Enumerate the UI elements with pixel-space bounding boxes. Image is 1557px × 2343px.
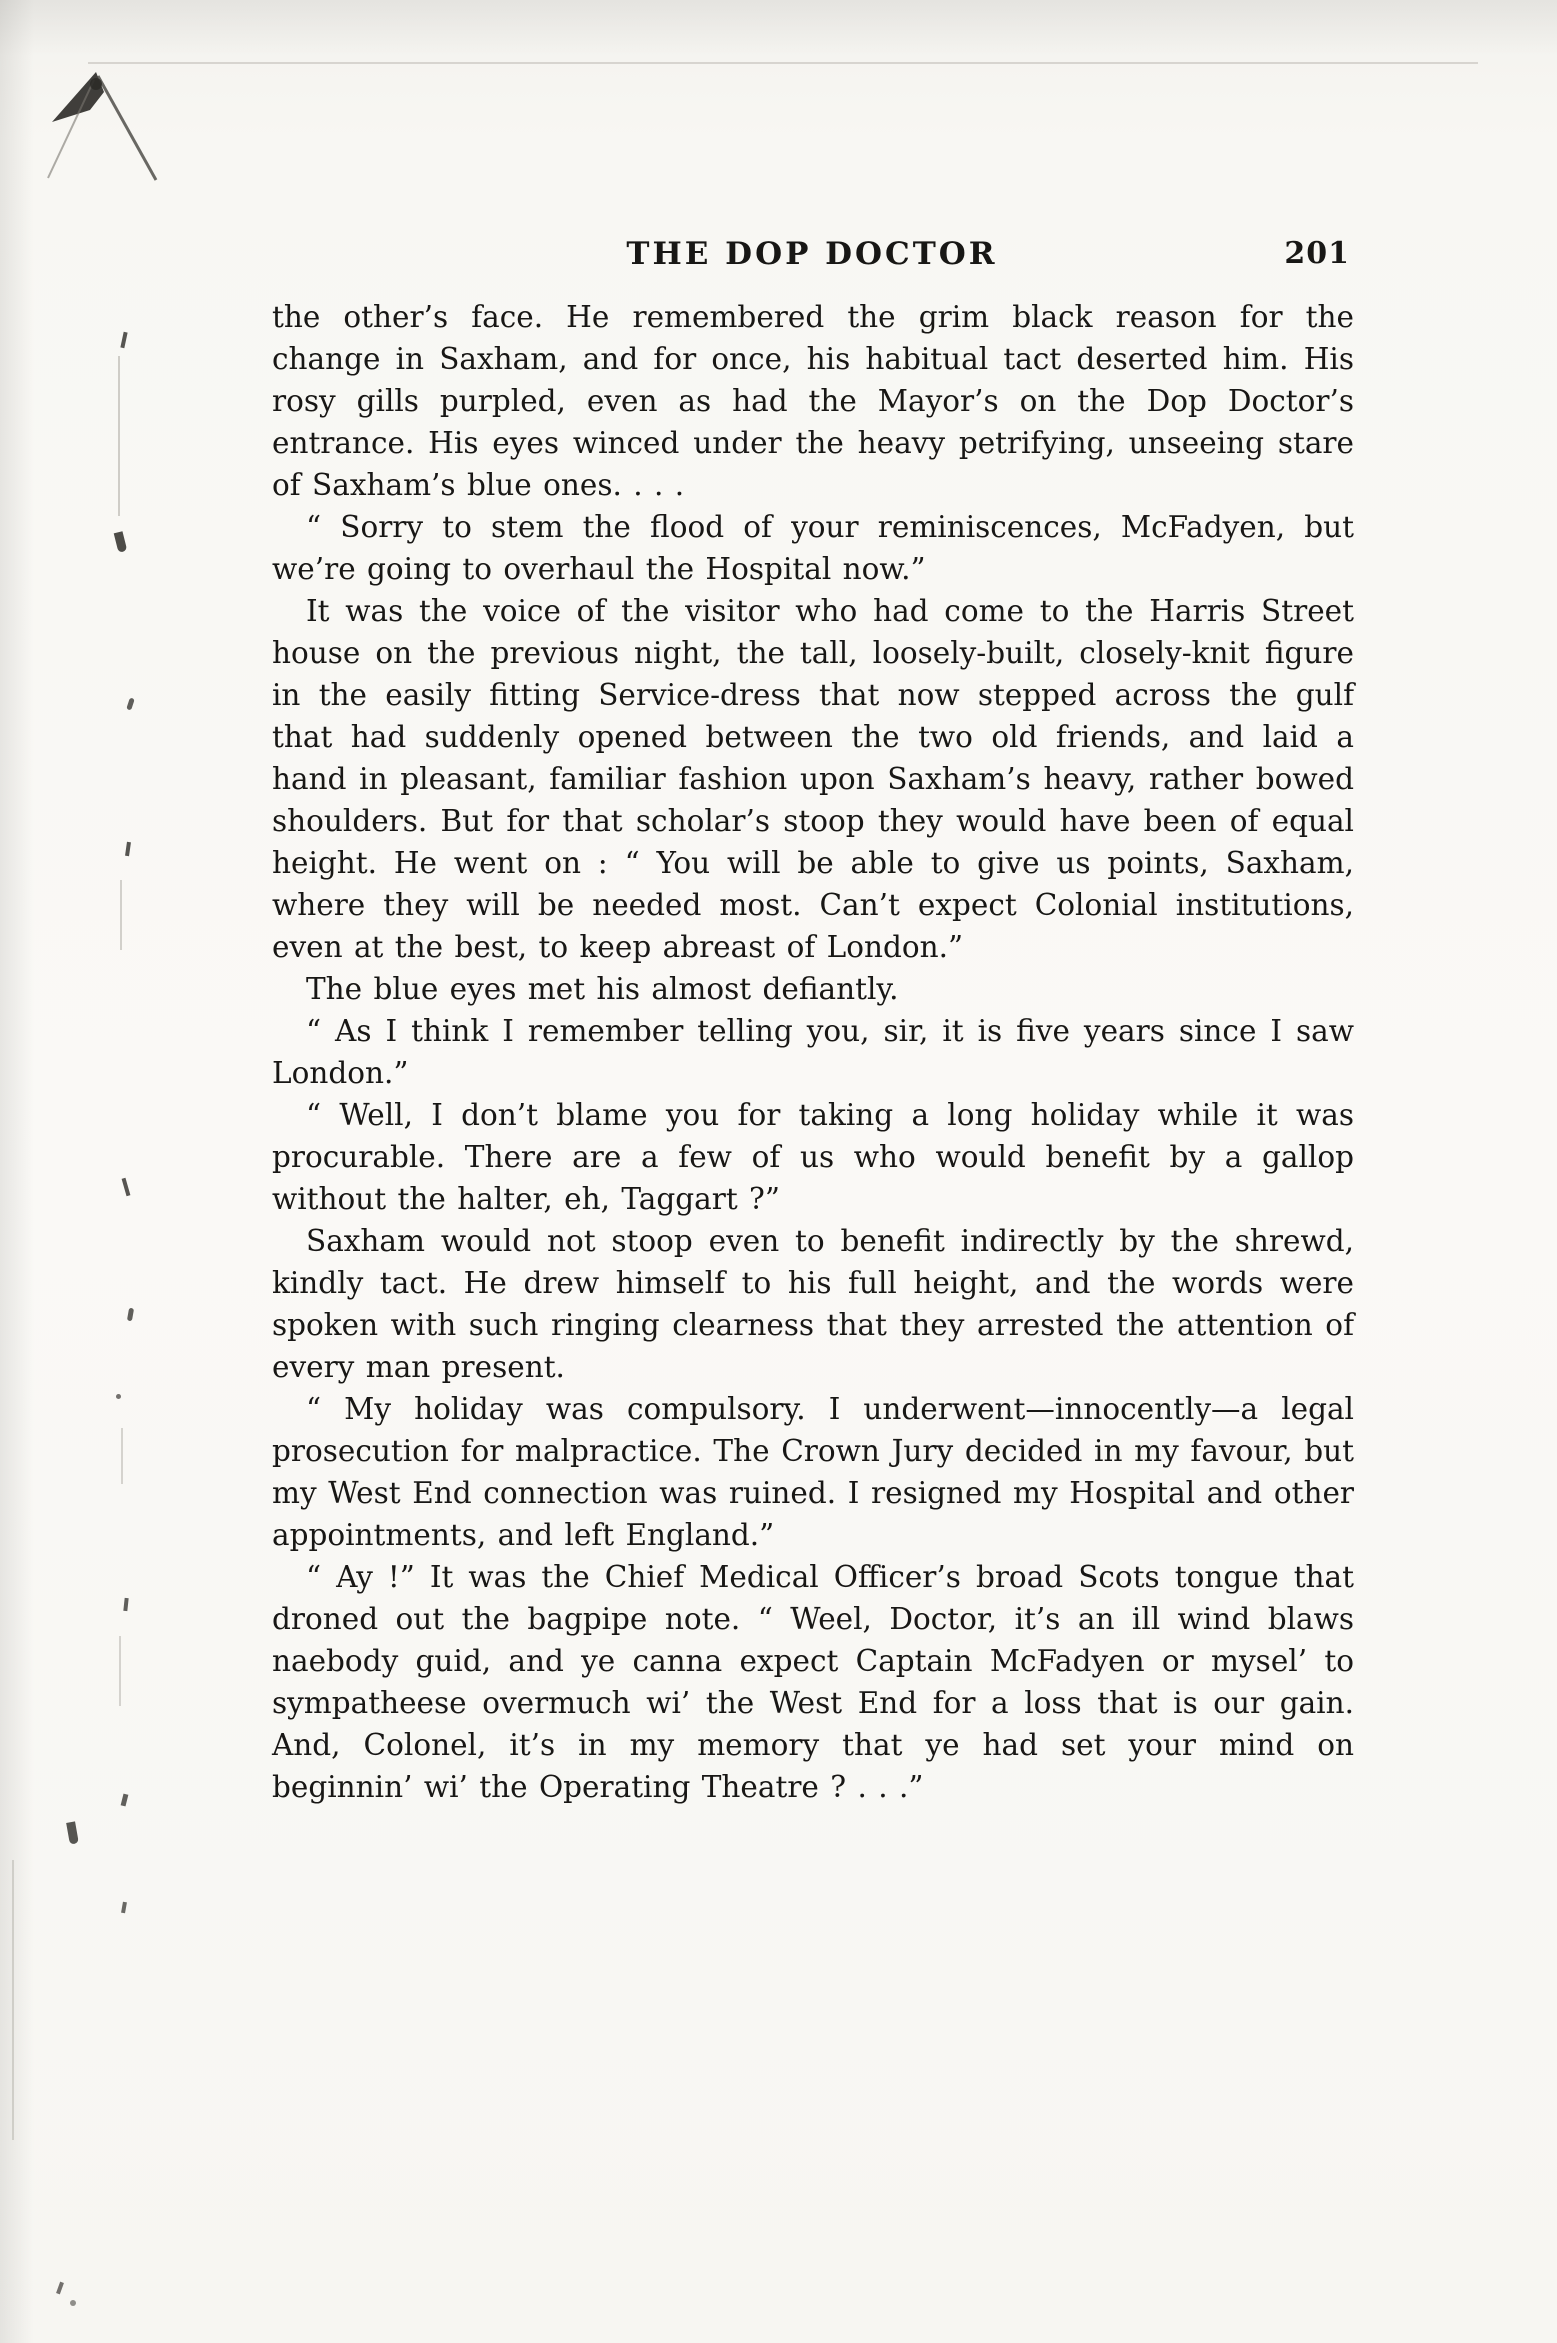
- paragraph-5: “ As I think I remember telling you, sir, it is five years since I saw London.”: [272, 1014, 1354, 1090]
- paragraph-6: “ Well, I don’t blame you for taking a long holiday while it was procurable. There are a few of us who would benefit by a gallop without the halter, eh, Taggart ?”: [272, 1098, 1354, 1216]
- paragraph-7: Saxham would not stoop even to benefit indirectly by the shrewd, kindly tact. He drew himself to his full height, and the words were spoken with such ringing clearness that they arrested the attention of every man present.: [272, 1224, 1354, 1384]
- page-number: 201: [1284, 236, 1350, 271]
- scan-mark: [119, 1636, 121, 1706]
- scan-mark: [121, 1902, 127, 1914]
- paragraph-2: “ Sorry to stem the flood of your reminiscences, McFadyen, but we’re going to overhaul the Hospital now.”: [272, 510, 1354, 586]
- scan-mark: [114, 531, 128, 553]
- scan-mark: [123, 1598, 128, 1611]
- scan-mark: [66, 1821, 79, 1844]
- scan-mark: [12, 1860, 14, 2140]
- page-body: [272, 296, 1354, 1808]
- corner-ink-mark: [38, 58, 188, 188]
- paragraph-4: The blue eyes met his almost defiantly.: [306, 972, 899, 1006]
- scan-mark: [125, 842, 131, 856]
- running-header: [272, 234, 1352, 278]
- scan-mark: [121, 1428, 123, 1484]
- scan-mark: [70, 2300, 76, 2306]
- binding-shadow: [0, 0, 34, 2343]
- scan-mark: [118, 356, 120, 516]
- paragraph-1: the other’s face. He remembered the grim black reason for the change in Saxham, and for once, his habitual tact deserted him. His rosy gills purpled, even as had the Mayor’s on the Dop Doctor’s entrance. His eyes winced under the heavy petrifying, unseeing stare of Saxham’s blue ones. . . .: [272, 300, 1354, 502]
- scan-mark: [121, 1794, 129, 1807]
- paragraph-8: “ My holiday was compulsory. I underwent—innocently—a legal prosecution for malpractice. The Crown Jury decided in my favour, but my West End connection was ruined. I resigned my Hospital and other appointments, and left England.”: [272, 1392, 1354, 1552]
- paragraph-9: “ Ay !” It was the Chief Medical Officer’s broad Scots tongue that droned out the bagpipe note. “ Weel, Doctor, it’s an ill wind blaws naebody guid, and ye canna expect Captain McFadyen or mysel’ to sympatheese overmuch wi’ the West End for a loss that is our gain. And, Colonel, it’s in my memory that ye had set your mind on beginnin’ wi’ the Operating Theatre ? . . .”: [272, 1560, 1354, 1804]
- scan-mark: [126, 698, 134, 711]
- page-title: THE DOP DOCTOR: [626, 236, 998, 272]
- scan-mark: [122, 1178, 131, 1196]
- paragraph-3: It was the voice of the visitor who had come to the Harris Street house on the previous night, the tall, loosely-built, closely-knit figure in the easily fitting Service-dress that now stepped across the gulf that had suddenly opened between the two old friends, and laid a hand in pleasant, familiar fashion upon Saxham’s heavy, rather bowed shoulders. But for that scholar’s stoop they would have been of equal height. He went on : “ You will be able to give us points, Saxham, where they will be needed most. Can’t expect Colonial institutions, even at the best, to keep abreast of London.”: [272, 594, 1354, 964]
- scan-mark: [116, 1394, 121, 1399]
- scan-mark: [56, 2282, 64, 2295]
- scan-edge-line: [88, 62, 1478, 64]
- scan-mark: [127, 1308, 134, 1322]
- top-edge-shadow: [0, 0, 1557, 56]
- scan-mark: [120, 880, 122, 950]
- scan-mark: [120, 332, 127, 348]
